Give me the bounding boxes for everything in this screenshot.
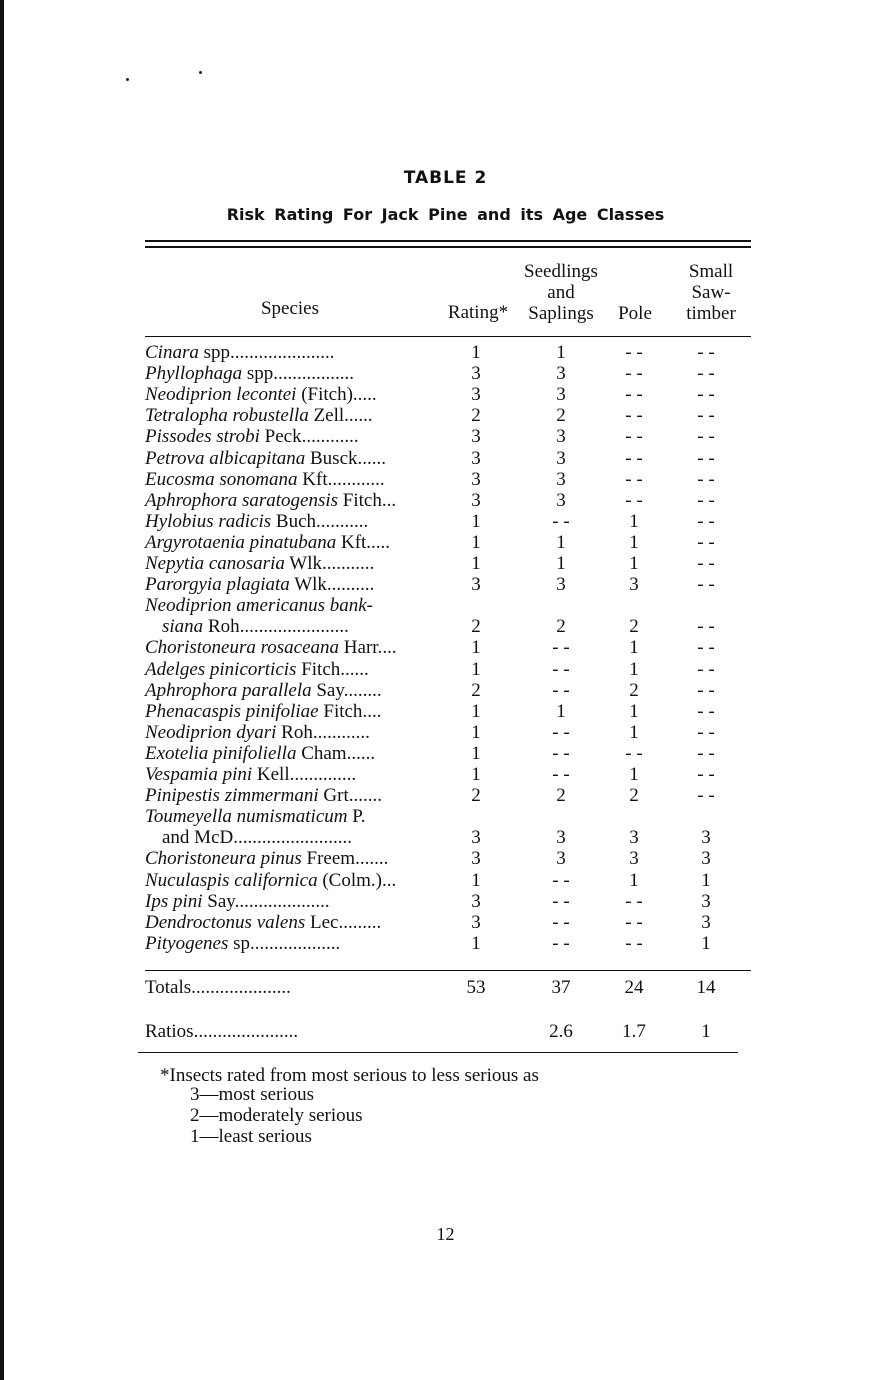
sawtimber-cell: - - [697,511,715,532]
table-row [0,426,891,447]
species-name: Dendroctonus valens Lec......... [145,912,382,933]
pole-cell: - - [625,891,643,912]
seedlings-cell: - - [552,912,570,933]
rating-cell: 3 [471,574,481,595]
seedlings-cell: 1 [556,532,566,553]
sawtimber-cell: - - [697,532,715,553]
table-row [0,616,891,637]
table-row [0,511,891,532]
table-label: TABLE 2 [403,168,488,188]
rating-cell: 1 [471,701,481,722]
seedlings-cell: - - [552,933,570,954]
pole-cell: - - [625,405,643,426]
seedlings-cell: - - [552,743,570,764]
seedlings-cell: 3 [556,574,566,595]
table-row [0,637,891,658]
seedlings-cell: 3 [556,384,566,405]
rating-cell: 1 [471,743,481,764]
pole-cell: - - [625,912,643,933]
species-name: Ips pini Say.................... [145,891,330,912]
sawtimber-cell: 3 [701,827,711,848]
seedlings-cell: 3 [556,848,566,869]
rating-cell: 1 [471,870,481,891]
species-name: Adelges pinicorticis Fitch...... [145,659,369,680]
footer-rule [138,1052,738,1053]
species-name: Toumeyella numismaticum P. [145,806,366,827]
ratios-label: Ratios...................... [145,1021,299,1042]
rating-cell: 1 [471,553,481,574]
totals-label: Totals..................... [145,977,291,998]
rating-cell: 1 [471,511,481,532]
table-row [0,553,891,574]
pole-cell: 3 [629,848,639,869]
seedlings-cell: 3 [556,426,566,447]
rating-cell: 1 [471,659,481,680]
pole-cell: 1 [629,659,639,680]
species-name: Parorgyia plagiata Wlk.......... [145,574,375,595]
rating-cell: 2 [471,616,481,637]
table-row [0,722,891,743]
rating-cell: 3 [471,912,481,933]
rating-cell: 1 [471,637,481,658]
species-name: siana Roh....................... [162,616,349,637]
sawtimber-cell: - - [697,426,715,447]
sawtimber-cell: - - [697,342,715,363]
sawtimber-cell: - - [697,574,715,595]
rating-cell: 3 [471,490,481,511]
sawtimber-cell: - - [697,637,715,658]
header-seedlings: Seedlings and Saplings [524,261,598,324]
rating-cell: 3 [471,827,481,848]
seedlings-cell: 3 [556,827,566,848]
table-row [0,469,891,490]
footnote-line: 3—most serious [190,1084,315,1105]
table-row [0,848,891,869]
rating-cell: 1 [471,722,481,743]
pole-cell: 2 [629,616,639,637]
sawtimber-cell: - - [697,553,715,574]
table-row [0,764,891,785]
header-species: Species [260,298,320,319]
species-name: Exotelia pinifoliella Cham...... [145,743,376,764]
seedlings-cell: - - [552,891,570,912]
pole-cell: - - [625,490,643,511]
top-rule [145,240,751,242]
table-row [0,933,891,954]
table-row [0,342,891,363]
body-rule [145,970,751,971]
species-name: Choristoneura rosaceana Harr.... [145,637,397,658]
sawtimber-cell: - - [697,384,715,405]
pole-cell: 1 [629,637,639,658]
header-sawtimber: Small Saw- timber [686,261,736,324]
seedlings-cell: - - [552,722,570,743]
species-name: Petrova albicapitana Busck...... [145,448,386,469]
sawtimber-cell: - - [697,722,715,743]
table-row [0,891,891,912]
sawtimber-cell: 1 [701,870,711,891]
seedlings-cell: 3 [556,490,566,511]
table-row [0,490,891,511]
seedlings-cell: 2 [556,616,566,637]
rating-cell: 3 [471,469,481,490]
species-name: Neodiprion dyari Roh............ [145,722,370,743]
footnote-line: 2—moderately serious [190,1105,363,1126]
rating-cell: 3 [471,426,481,447]
table-row [0,870,891,891]
species-name: Nepytia canosaria Wlk........... [145,553,375,574]
rating-cell: 2 [471,405,481,426]
species-name: Phyllophaga spp................. [145,363,355,384]
seedlings-cell: - - [552,764,570,785]
species-name: Phenacaspis pinifoliae Fitch.... [145,701,382,722]
seedlings-cell: 2 [556,405,566,426]
sawtimber-cell: - - [697,785,715,806]
species-name: Vespamia pini Kell.............. [145,764,357,785]
pole-cell: 3 [629,827,639,848]
species-name: Neodiprion americanus bank- [145,595,373,616]
rating-cell: 1 [471,933,481,954]
pole-cell: 1 [629,701,639,722]
ratios-pole: 1.7 [622,1021,646,1042]
top-rule-double [145,246,751,248]
rating-cell: 3 [471,363,481,384]
table-row [0,827,891,848]
species-name: Aphrophora saratogensis Fitch... [145,490,397,511]
ratios-sawtimber: 1 [701,1021,711,1042]
totals-sawtimber: 14 [696,977,716,998]
table-row [0,785,891,806]
rating-cell: 2 [471,785,481,806]
table-row [0,595,891,616]
rating-cell: 3 [471,384,481,405]
table-row [0,680,891,701]
pole-cell: - - [625,342,643,363]
sawtimber-cell: 1 [701,933,711,954]
header-rating: Rating* [447,302,509,323]
seedlings-cell: 3 [556,469,566,490]
sawtimber-cell: - - [697,701,715,722]
totals-rating: 53 [466,977,486,998]
table-row [0,532,891,553]
pole-cell: 2 [629,680,639,701]
table-row [0,574,891,595]
pole-cell: 1 [629,764,639,785]
footnote-intro: *Insects rated from most serious to less serious as [160,1065,539,1086]
speck-mark [126,78,129,81]
sawtimber-cell: 3 [701,848,711,869]
header-rule [145,336,751,337]
species-name: Nuculaspis californica (Colm.)... [145,870,397,891]
sawtimber-cell: - - [697,469,715,490]
seedlings-cell: 1 [556,553,566,574]
totals-pole: 24 [624,977,644,998]
seedlings-cell: - - [552,870,570,891]
table-row [0,743,891,764]
sawtimber-cell: - - [697,448,715,469]
pole-cell: - - [625,469,643,490]
table-row [0,405,891,426]
pole-cell: 1 [629,553,639,574]
speck-mark [199,71,202,74]
pole-cell: - - [625,448,643,469]
table-row [0,659,891,680]
ratios-seedlings: 2.6 [549,1021,573,1042]
table-row [0,806,891,827]
pole-cell: 3 [629,574,639,595]
table-row [0,384,891,405]
seedlings-cell: 3 [556,363,566,384]
rating-cell: 1 [471,764,481,785]
seedlings-cell: - - [552,659,570,680]
seedlings-cell: 1 [556,701,566,722]
species-name: Cinara spp...................... [145,342,335,363]
pole-cell: - - [625,743,643,764]
rating-cell: 1 [471,532,481,553]
rating-cell: 3 [471,891,481,912]
pole-cell: 1 [629,511,639,532]
rating-cell: 3 [471,448,481,469]
species-name: Hylobius radicis Buch........... [145,511,369,532]
pole-cell: - - [625,933,643,954]
sawtimber-cell: 3 [701,912,711,933]
footnote-line: 1—least serious [190,1126,312,1147]
species-name: Neodiprion lecontei (Fitch)..... [145,384,377,405]
table-row [0,912,891,933]
seedlings-cell: 3 [556,448,566,469]
seedlings-cell: 2 [556,785,566,806]
sawtimber-cell: - - [697,490,715,511]
sawtimber-cell: - - [697,363,715,384]
table-title: Risk Rating For Jack Pine and its Age Classes [226,205,665,224]
species-name: Pityogenes sp................... [145,933,341,954]
pole-cell: - - [625,426,643,447]
page-number: 12 [436,1224,455,1244]
pole-cell: 2 [629,785,639,806]
pole-cell: - - [625,363,643,384]
species-name: Eucosma sonomana Kft............ [145,469,385,490]
sawtimber-cell: - - [697,405,715,426]
seedlings-cell: - - [552,511,570,532]
rating-cell: 2 [471,680,481,701]
species-name: Aphrophora parallela Say........ [145,680,382,701]
table-row [0,448,891,469]
rating-cell: 1 [471,342,481,363]
sawtimber-cell: - - [697,743,715,764]
species-name: and McD......................... [162,827,352,848]
species-name: Tetralopha robustella Zell...... [145,405,373,426]
species-name: Pissodes strobi Peck............ [145,426,359,447]
species-name: Pinipestis zimmermani Grt....... [145,785,382,806]
sawtimber-cell: - - [697,616,715,637]
pole-cell: 1 [629,532,639,553]
seedlings-cell: 1 [556,342,566,363]
sawtimber-cell: - - [697,764,715,785]
seedlings-cell: - - [552,637,570,658]
pole-cell: 1 [629,870,639,891]
header-pole: Pole [618,303,652,324]
species-name: Choristoneura pinus Freem....... [145,848,389,869]
pole-cell: 1 [629,722,639,743]
totals-seedlings: 37 [551,977,571,998]
table-row [0,701,891,722]
pole-cell: - - [625,384,643,405]
sawtimber-cell: - - [697,659,715,680]
sawtimber-cell: 3 [701,891,711,912]
species-name: Argyrotaenia pinatubana Kft..... [145,532,391,553]
table-row [0,363,891,384]
rating-cell: 3 [471,848,481,869]
seedlings-cell: - - [552,680,570,701]
sawtimber-cell: - - [697,680,715,701]
